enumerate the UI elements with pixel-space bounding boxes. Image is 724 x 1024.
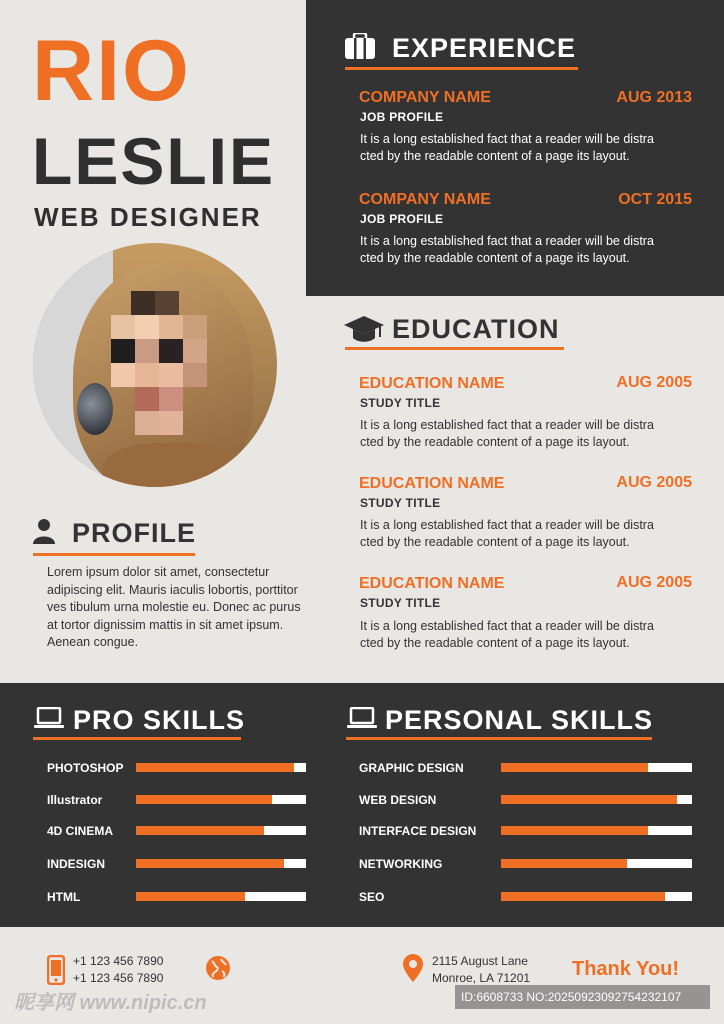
pro-skills-title: PRO SKILLS — [73, 705, 246, 735]
phone-number: +1 123 456 7890 — [73, 971, 164, 985]
education-name: EDUCATION NAME — [359, 575, 505, 592]
briefcase-icon — [345, 33, 375, 59]
profile-photo — [33, 243, 277, 487]
personal-skill-bar — [501, 892, 692, 901]
pixelated-face — [111, 291, 203, 441]
experience-desc-line2: cted by the readable content of a page its layout. — [360, 251, 630, 265]
person-icon — [33, 518, 55, 544]
location-pin-icon — [403, 954, 423, 982]
experience-date: AUG 2013 — [616, 89, 692, 106]
personal-skill-label: WEB DESIGN — [359, 793, 437, 807]
personal-skill-label: GRAPHIC DESIGN — [359, 761, 464, 775]
graduation-cap-icon — [344, 316, 384, 344]
pro-skill-label: 4D CINEMA — [47, 824, 114, 838]
education-desc-line2: cted by the readable content of a page its layout. — [360, 636, 630, 650]
laptop-icon — [34, 707, 64, 729]
address-line1: 2115 August Lane — [432, 954, 528, 968]
pro-skill-label: HTML — [47, 890, 81, 904]
education-subtitle: STUDY TITLE — [360, 496, 441, 510]
last-name: LESLIE — [32, 124, 276, 198]
pro-skill-bar — [136, 826, 306, 835]
experience-subtitle: JOB PROFILE — [360, 212, 444, 226]
pro-skills-underline — [33, 737, 241, 740]
profile-underline — [33, 553, 195, 556]
education-underline — [345, 347, 564, 350]
pro-skill-label: PHOTOSHOP — [47, 761, 124, 775]
experience-subtitle: JOB PROFILE — [360, 110, 444, 124]
watermark-logo: 昵享网 www.nipic.cn — [14, 992, 207, 1014]
watermark-id: ID:6608733 NO:20250923092754232107 — [455, 985, 710, 1009]
education-name: EDUCATION NAME — [359, 475, 505, 492]
education-desc-line2: cted by the readable content of a page its layout. — [360, 435, 630, 449]
pro-skill-bar — [136, 763, 306, 772]
personal-skill-bar — [501, 795, 692, 804]
profile-text: Lorem ipsum dolor sit amet, consectetur adipiscing elit. Mauris iaculis lobortis, porttitor ves tibulum urna molestie eu. Donec ac purus at tortor dignissim mattis in sit amet ipsum. Aenean congue. — [47, 565, 301, 649]
personal-skill-bar — [501, 859, 692, 868]
phone-icon — [47, 955, 65, 985]
address-line2: Monroe, LA 71201 — [432, 971, 531, 985]
experience-title: EXPERIENCE — [392, 33, 577, 63]
experience-desc-line1: It is a long established fact that a reader will be distra — [360, 234, 654, 248]
education-subtitle: STUDY TITLE — [360, 396, 441, 410]
personal-skills-underline — [346, 737, 652, 740]
personal-skill-bar — [501, 763, 692, 772]
personal-skills-title: PERSONAL SKILLS — [385, 705, 654, 735]
experience-desc-line2: cted by the readable content of a page its layout. — [360, 149, 630, 163]
experience-underline — [345, 67, 578, 70]
education-name: EDUCATION NAME — [359, 375, 505, 392]
globe-icon — [205, 955, 231, 981]
education-date: AUG 2005 — [616, 574, 692, 591]
experience-name: COMPANY NAME — [359, 191, 491, 208]
pro-skill-label: Illustrator — [47, 793, 103, 807]
profile-title: PROFILE — [72, 518, 197, 548]
thank-you-text: Thank You! — [572, 958, 680, 980]
education-date: AUG 2005 — [616, 474, 692, 491]
experience-desc-line1: It is a long established fact that a reader will be distra — [360, 132, 654, 146]
experience-name: COMPANY NAME — [359, 89, 491, 106]
personal-skill-label: INTERFACE DESIGN — [359, 824, 477, 838]
education-date: AUG 2005 — [616, 374, 692, 391]
pro-skill-bar — [136, 892, 306, 901]
pro-skill-label: INDESIGN — [47, 857, 106, 871]
education-subtitle: STUDY TITLE — [360, 596, 441, 610]
job-title: WEB DESIGNER — [34, 202, 262, 232]
first-name: RIO — [32, 23, 191, 119]
education-desc-line1: It is a long established fact that a reader will be distra — [360, 418, 654, 432]
experience-date: OCT 2015 — [618, 191, 692, 208]
personal-skill-bar — [501, 826, 692, 835]
education-desc-line1: It is a long established fact that a reader will be distra — [360, 518, 654, 532]
phone-number: +1 123 456 7890 — [73, 954, 164, 968]
pro-skill-bar — [136, 795, 306, 804]
personal-skill-label: NETWORKING — [359, 857, 443, 871]
education-title: EDUCATION — [392, 314, 560, 344]
personal-skill-label: SEO — [359, 890, 385, 904]
education-desc-line1: It is a long established fact that a reader will be distra — [360, 619, 654, 633]
education-desc-line2: cted by the readable content of a page its layout. — [360, 535, 630, 549]
laptop-icon — [347, 707, 377, 729]
pro-skill-bar — [136, 859, 306, 868]
